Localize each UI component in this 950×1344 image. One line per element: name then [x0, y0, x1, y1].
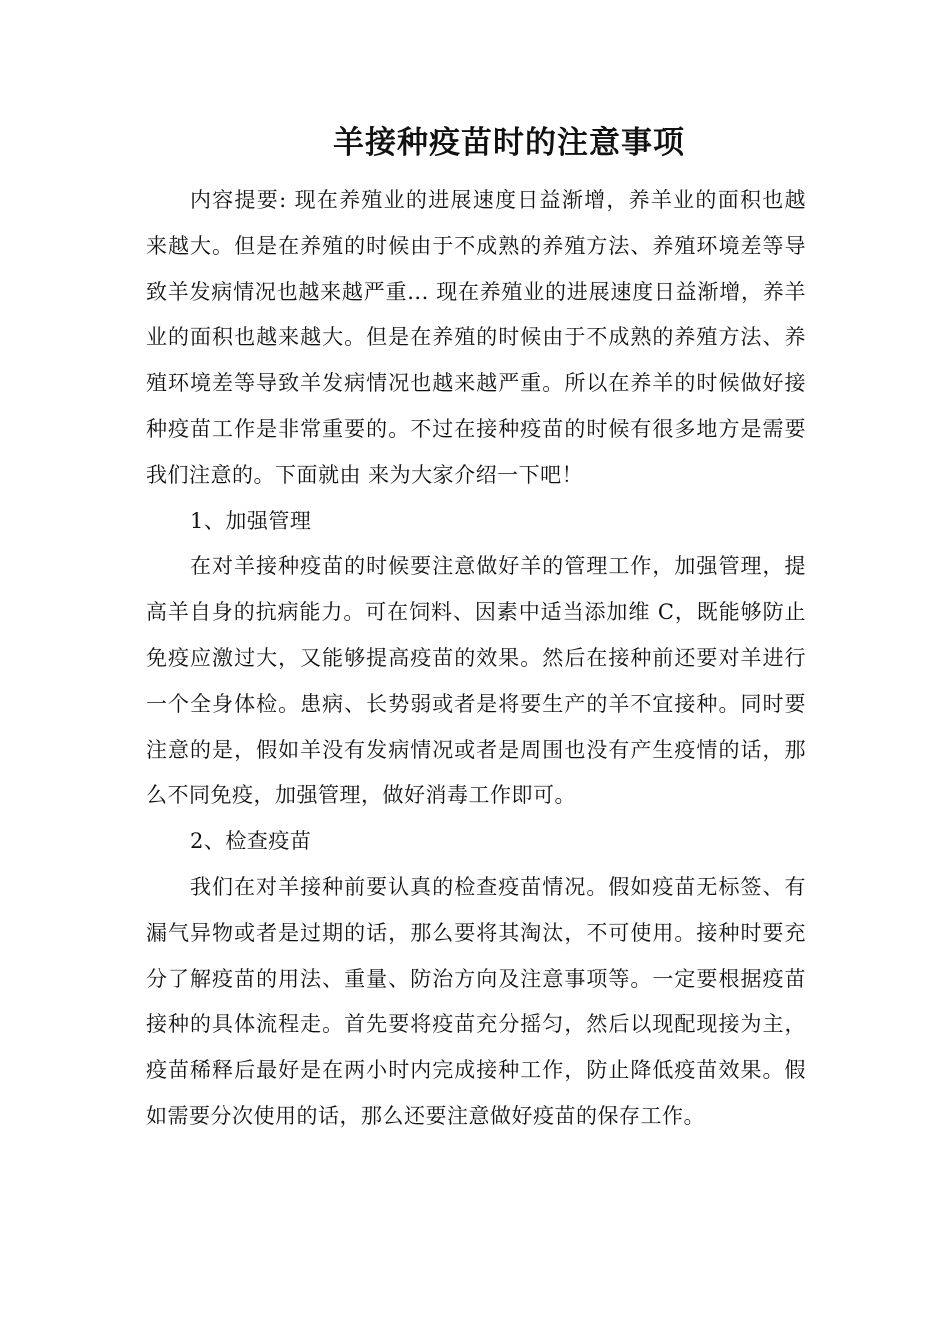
- section-body-vaccine-check: 我们在对羊接种前要认真的检查疫苗情况。假如疫苗无标签、有漏气异物或者是过期的话，那么要将其淘汰，不可使用。接种时要充分了解疫苗的用法、重量、防治方向及注意事项等。一定要根据疫苗接种的具体流程走。首先要将疫苗充分摇匀，然后以现配现接为主，疫苗稀释后最好是在两小时内完成接种工作，防止降低疫苗效果。假如需要分次使用的话，那么还要注意做好疫苗的保存工作。: [146, 874, 806, 1128]
- document-body: [146, 178, 806, 1140]
- section-body-management: 在对羊接种疫苗的时候要注意做好羊的管理工作，加强管理，提高羊自身的抗病能力。可在饲料、因素中适当添加维 C，既能够防止免疫应激过大，又能够提高疫苗的效果。然后在接种前还要对羊进行一个全身体检。患病、长势弱或者是将要生产的羊不宜接种。同时要注意的是，假如羊没有发病情况或者是周围也没有产生疫情的话，那么不同免疫，加强管理，做好消毒工作即可。: [146, 554, 806, 808]
- intro-paragraph: 内容提要: 现在养殖业的进展速度日益渐增，养羊业的面积也越来越大。但是在养殖的时候由于不成熟的养殖方法、养殖环境差等导致羊发病情况也越来越严重... 现在养殖业的进展速度日益渐增，养羊业的面积也越来越大。但是在养殖的时候由于不成熟的养殖方法、养殖环境差等导致羊发病情况也越来越严重。所以在养羊的时候做好接种疫苗工作是非常重要的。不过在接种疫苗的时候有很多地方是需要我们注意的。下面就由 来为大家介绍一下吧！: [146, 188, 806, 487]
- section-heading-management: 1、加强管理: [190, 508, 312, 533]
- section-heading-vaccine-check: 2、检查疫苗: [190, 829, 312, 854]
- document-title: 羊接种疫苗时的注意事项: [333, 125, 685, 161]
